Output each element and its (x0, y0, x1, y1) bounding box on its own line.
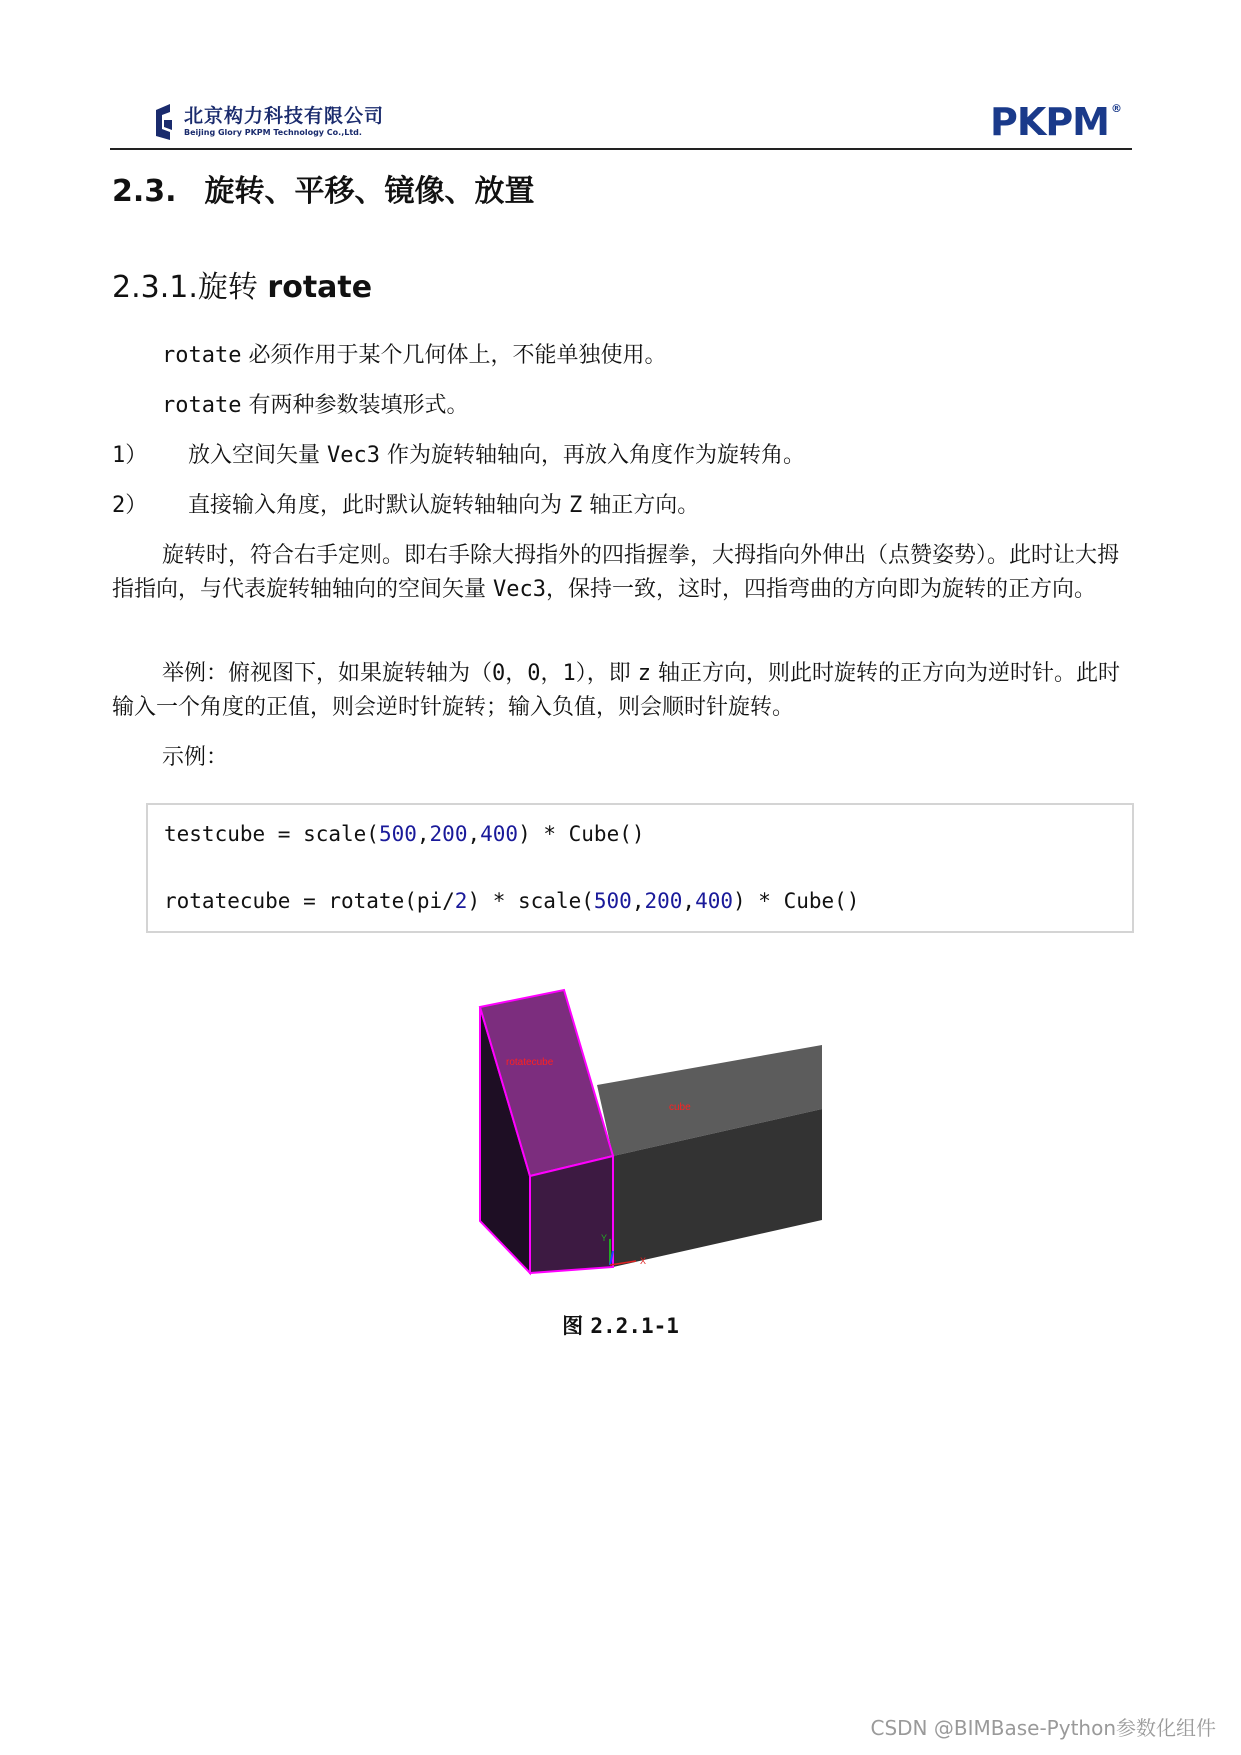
section-heading (112, 172, 535, 212)
company-logo (150, 102, 384, 142)
inline-code: Vec3 (327, 443, 380, 468)
paragraph-4 (112, 657, 1132, 725)
inline-code: 0，0，1 (492, 661, 576, 686)
figure-caption (0, 1310, 1241, 1340)
code-number: 200 (429, 822, 468, 846)
code-block (146, 803, 1134, 933)
paragraph-2 (112, 389, 1132, 423)
list-item (112, 439, 1132, 473)
registered-mark: ® (1111, 102, 1122, 115)
code-token: , (682, 889, 696, 913)
paragraph-text: 旋转时，符合右手定则。即右手除大拇指外的四指握拳，大拇指向外伸出（点赞姿势）。此时让大拇指指向，与代表旋转轴轴向的空间矢量 (112, 543, 1120, 602)
list-text: 直接输入角度，此时默认旋转轴轴向为 (188, 493, 569, 518)
code-line-1 (164, 822, 645, 846)
code-token: ) * Cube() (518, 822, 645, 846)
list-text: 放入空间矢量 (188, 443, 327, 468)
subsection-title-en: rotate (267, 270, 373, 305)
code-number: 2 (454, 889, 468, 913)
paragraph-text: 示例： (162, 745, 229, 770)
rotatecube-label: rotatecube (506, 1057, 554, 1068)
code-token: , (416, 822, 430, 846)
subsection-title-cn: 旋转 (197, 270, 258, 305)
company-name-cn: 北京构力科技有限公司 (184, 105, 385, 127)
code-token: , (467, 822, 481, 846)
inline-code: rotate (162, 393, 242, 418)
watermark: CSDN @BIMBase-Python参数化组件 (870, 1716, 1216, 1740)
paragraph-text: 必须作用于某个几何体上，不能单独使用。 (241, 343, 667, 368)
company-name-en: Beijing Glory PKPM Technology Co.,Ltd. (184, 128, 362, 137)
figure-3d-render (470, 985, 830, 1285)
code-token: rotatecube = rotate(pi/ (164, 889, 455, 913)
inline-code: rotate (162, 343, 242, 368)
code-number: 400 (480, 822, 519, 846)
list-text: 轴正方向。 (582, 493, 700, 518)
code-token: ) * Cube() (733, 889, 860, 913)
paragraph-text: ，保持一致，这时，四指弯曲的方向即为旋转的正方向。 (545, 577, 1096, 602)
paragraph-text: 有两种参数装填形式。 (241, 393, 469, 418)
caption-number: 2.2.1-1 (590, 1314, 679, 1338)
code-token: , (631, 889, 645, 913)
paragraph-1 (112, 339, 1132, 373)
section-number: 2.3. (112, 174, 177, 209)
page-header (110, 96, 1132, 150)
list-marker: 2） (112, 493, 148, 518)
code-number: 500 (593, 889, 632, 913)
render-canvas (470, 985, 830, 1285)
inline-code: Z (569, 493, 583, 518)
code-number: 500 (378, 822, 417, 846)
code-token: testcube = scale( (164, 822, 379, 846)
paragraph-text: 轴正方向，则此时旋转的正方向为逆时针。此时输入一个角度的正值，则会逆时针旋转；输入负值，则会顺时针旋转。 (112, 661, 1121, 720)
cube-label: cube (669, 1102, 691, 1113)
subsection-heading (112, 268, 372, 308)
inline-code: z (637, 661, 652, 686)
code-token: ) * scale( (467, 889, 594, 913)
section-title: 旋转、平移、镜像、放置 (204, 174, 535, 209)
brand-logo (990, 102, 1122, 142)
y-axis-label: Y (601, 1233, 608, 1243)
paragraph-5 (112, 741, 1132, 775)
subsection-number: 2.3.1. (112, 270, 198, 305)
code-number: 200 (644, 889, 683, 913)
caption-prefix: 图 (562, 1313, 591, 1338)
list-text: 作为旋转轴轴向，再放入角度作为旋转角。 (379, 443, 805, 468)
paragraph-text: 举例：俯视图下，如果旋转轴为（ (162, 661, 493, 686)
list-item (112, 489, 1132, 523)
code-number: 400 (695, 889, 734, 913)
paragraph-3 (112, 539, 1132, 607)
x-axis-label: X (640, 1256, 647, 1266)
inline-code: Vec3 (493, 577, 546, 602)
company-logo-icon (150, 102, 176, 142)
paragraph-text: ），即 (575, 661, 638, 686)
code-line-2 (164, 889, 859, 913)
brand-name: PKPM (990, 100, 1109, 144)
list-marker: 1） (112, 443, 148, 468)
rotatecube-front-face (530, 1156, 613, 1273)
